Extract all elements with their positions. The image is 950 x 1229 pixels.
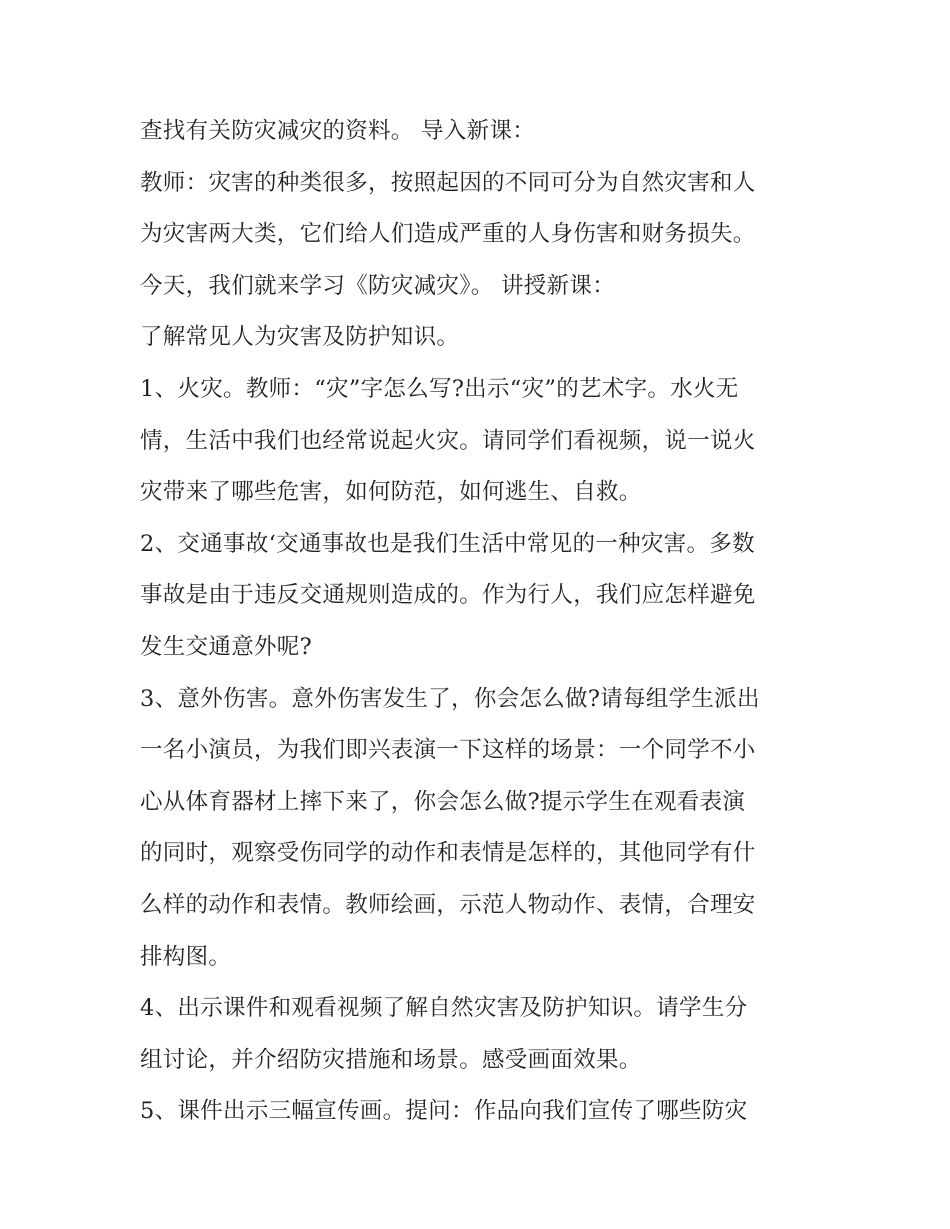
text-line: 一名小演员，为我们即兴表演一下这样的场景：一个同学不小 bbox=[140, 737, 756, 764]
text-line: 了解常见人为灾害及防护知识。 bbox=[140, 324, 460, 351]
text-line: 的同时，观察受伤同学的动作和表情是怎样的，其他同学有什 bbox=[140, 840, 756, 867]
text-line: 组讨论，并介绍防灾措施和场景。感受画面效果。 bbox=[140, 1046, 642, 1073]
text-line: 今天，我们就来学习《防灾减灾》。 讲授新课： bbox=[140, 272, 616, 299]
text-line: 心从体育器材上摔下来了，你会怎么做?提示学生在观看表演 bbox=[140, 788, 746, 815]
text-line: 为灾害两大类，它们给人们造成严重的人身伤害和财务损失。 bbox=[140, 221, 756, 248]
text-line: 4、出示课件和观看视频了解自然灾害及防护知识。请学生分 bbox=[140, 995, 748, 1022]
text-line: 情，生活中我们也经常说起火灾。请同学们看视频，说一说火 bbox=[140, 427, 756, 454]
text-line: 排构图。 bbox=[140, 943, 232, 970]
document-body bbox=[140, 111, 830, 1143]
text-line: 1、火灾。教师：“灾”字怎么写?出示“灾”的艺术字。水火无 bbox=[140, 375, 739, 402]
text-line: 2、交通事故‘交通事故也是我们生活中常见的一种灾害。多数 bbox=[140, 530, 755, 557]
text-line: 么样的动作和表情。教师绘画，示范人物动作、表情，合理安 bbox=[140, 891, 756, 918]
text-line: 5、课件出示三幅宣传画。提问：作品向我们宣传了哪些防灾 bbox=[140, 1098, 748, 1125]
text-line: 教师：灾害的种类很多，按照起因的不同可分为自然灾害和人 bbox=[140, 169, 756, 196]
text-line: 3、意外伤害。意外伤害发生了，你会怎么做?请每组学生派出 bbox=[140, 685, 760, 712]
text-line: 事故是由于违反交通规则造成的。作为行人，我们应怎样避免 bbox=[140, 582, 756, 609]
text-line: 发生交通意外呢? bbox=[140, 633, 312, 660]
text-line: 灾带来了哪些危害，如何防范，如何逃生、自救。 bbox=[140, 479, 642, 506]
text-line: 查找有关防灾减灾的资料。 导入新课： bbox=[140, 118, 536, 144]
